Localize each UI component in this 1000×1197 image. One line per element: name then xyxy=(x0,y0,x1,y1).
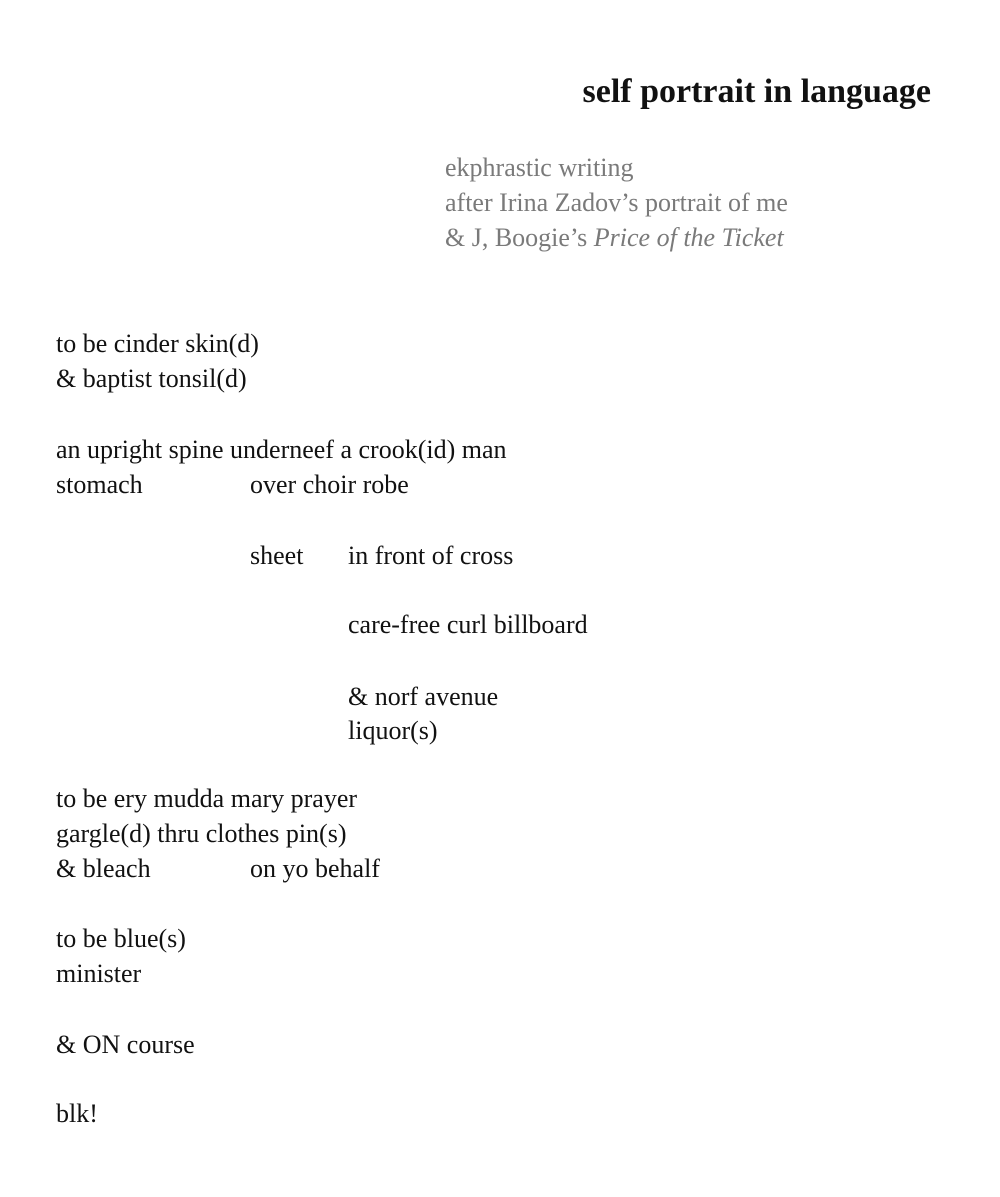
epigraph-line-3-prefix: & J, Boogie’s xyxy=(445,223,594,252)
poem-line: & bleach xyxy=(56,854,151,883)
poem-line: sheet xyxy=(250,541,304,570)
poem-line: liquor(s) xyxy=(348,716,438,745)
poem-line: blk! xyxy=(56,1099,98,1128)
epigraph-line-2: after Irina Zadov’s portrait of me xyxy=(445,188,788,217)
poem-line: & norf avenue xyxy=(348,682,499,711)
poem-line: over choir robe xyxy=(250,470,409,499)
poem-title: self portrait in language xyxy=(582,73,931,110)
poem-line: to be blue(s) xyxy=(56,924,186,953)
poem-line: an upright spine underneef a crook(id) man xyxy=(56,435,507,464)
epigraph-line-1: ekphrastic writing xyxy=(445,153,634,182)
poem-line: to be ery mudda mary prayer xyxy=(56,784,358,813)
epigraph-work-title: Price of the Ticket xyxy=(593,223,784,252)
poem-line: care-free curl billboard xyxy=(348,610,588,639)
poem-line: on yo behalf xyxy=(250,854,380,883)
poem-line: & baptist tonsil(d) xyxy=(56,364,247,393)
poem-line: & ON course xyxy=(56,1030,195,1059)
poem-line: to be cinder skin(d) xyxy=(56,329,259,358)
poem-line: in front of cross xyxy=(348,541,514,570)
poem-line: minister xyxy=(56,959,142,988)
poem-line: gargle(d) thru clothes pin(s) xyxy=(56,819,347,848)
poem-line: stomach xyxy=(56,470,143,499)
